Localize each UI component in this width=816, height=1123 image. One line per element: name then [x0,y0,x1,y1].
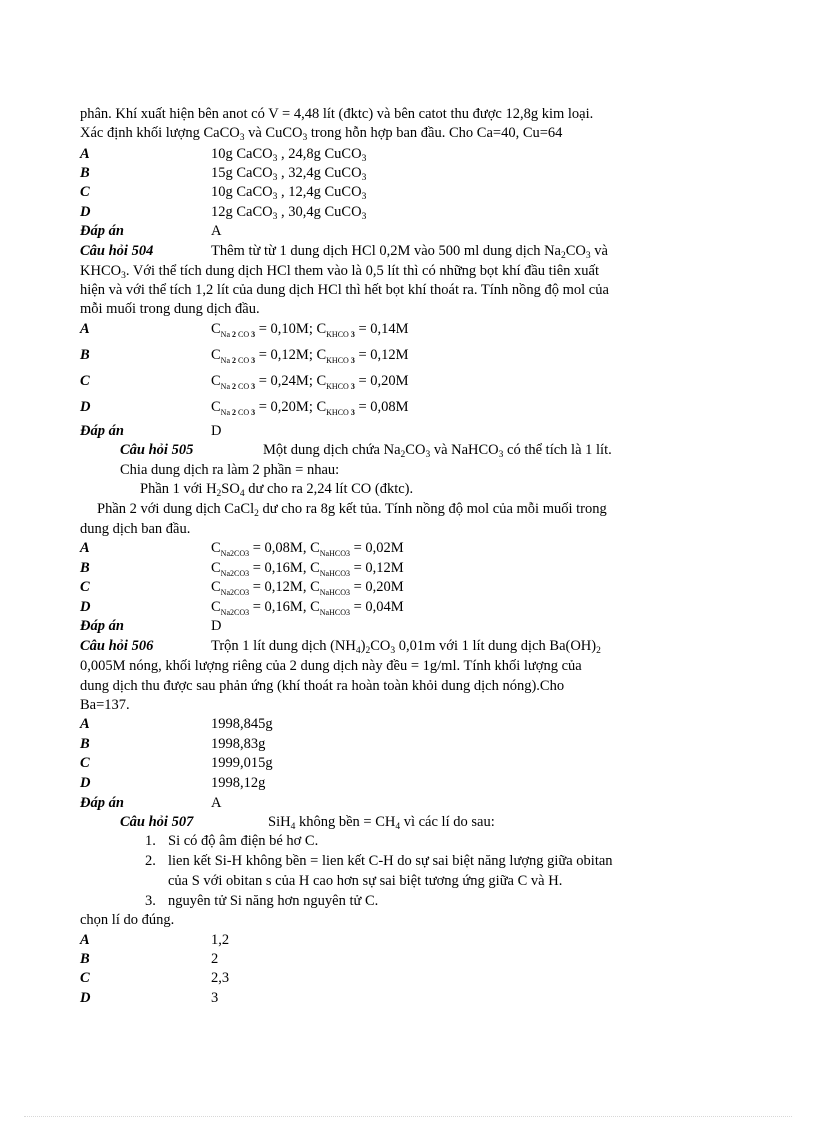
question-text: Phần 1 với $H_2SO_4$ dư cho ra 2,24 lít CO (đktc). [140,481,414,499]
list-item: của S với obitan s của H cao hơn sự sai biệt tương ứng giữa C và H. [168,873,563,889]
list-item: lien kết Si-H không bền = lien kết C-H do sự sai biệt năng lượng giữa obitan [168,853,613,869]
option-a-503: 10g CaCO$_3$ , 24,8g CuCO$_3$ [211,146,367,164]
question-label: Câu hỏi 507 [120,814,194,830]
option-c-504: $C_{Na 2 CO 3} = 0,24M$; $C_{KHCO 3} = 0,20M$ [211,373,409,391]
option-letter-d: D [80,775,91,791]
option-b-507: 2 [211,951,219,967]
option-c-507: 2,3 [211,970,230,986]
answer-label: Đáp án [80,423,124,439]
option-letter-b: B [80,347,90,363]
option-letter-c: C [80,184,90,200]
option-letter-d: D [80,599,91,615]
option-a-506: 1998,845g [211,716,273,732]
question-text: $KHCO_3$. Với thể tích dung dịch HCl them vào là 0,5 lít thì có những bọt khí đầu tiên xuất [80,263,599,281]
option-letter-b: B [80,736,90,752]
option-d-505: $C_{Na2CO3} = 0,16M$, $C_{NaHCO3} = 0,04M$ [211,599,404,617]
option-letter-c: C [80,970,90,986]
answer-value: D [211,618,222,634]
option-b-506: 1998,83g [211,736,266,752]
option-letter-c: C [80,755,90,771]
question-text: Trộn 1 lít dung dịch $(NH_4)_2CO_3$ 0,01m với 1 lít dung dịch $Ba(OH)_2$ [211,638,601,656]
answer-value: D [211,423,222,439]
question-text: Phần 2 với dung dịch CaCl$_2$ dư cho ra 8g kết tủa. Tính nồng độ mol của mỗi muối trong [97,501,607,519]
option-letter-a: A [80,146,90,162]
question-text: 0,005M nóng, khối lượng riêng của 2 dung dịch này đều = 1g/ml. Tính khối lượng của [80,658,582,674]
answer-label: Đáp án [80,795,124,811]
question-label: Câu hỏi 504 [80,243,154,259]
question-text: mỗi muối trong dung dịch đầu. [80,301,260,317]
list-item: nguyên tử Si năng hơn nguyên tử C. [168,893,379,909]
answer-value: A [211,223,222,239]
option-letter-b: B [80,165,90,181]
list-number: 3. [145,893,156,909]
list-number: 1. [145,833,156,849]
option-letter-c: C [80,373,90,389]
option-b-503: 15g CaCO$_3$ , 32,4g CuCO$_3$ [211,165,367,183]
list-number: 2. [145,853,156,869]
intro-line-2: Xác định khối lượng CaCO$_3$ và CuCO$_3$ trong hỗn hợp ban đầu. Cho Ca=40, Cu=64 [80,125,563,143]
option-letter-c: C [80,579,90,595]
question-text: Ba=137. [80,697,130,713]
question-text: Một dung dịch chứa $Na_2CO_3$ và NaHCO$_3$ có thể tích là 1 lít. [263,442,612,460]
option-letter-b: B [80,951,90,967]
option-c-506: 1999,015g [211,755,273,771]
question-text: dung dịch ban đầu. [80,521,191,537]
question-text: Thêm từ từ 1 dung dịch HCl 0,2M vào 500 ml dung dịch $Na_2CO_3$ và [211,243,608,261]
option-b-505: $C_{Na2CO3} = 0,16M$, $C_{NaHCO3} = 0,12M$ [211,560,404,578]
option-a-507: 1,2 [211,932,230,948]
list-item: Si có độ âm điện bé hơ C. [168,833,319,849]
question-text: dung dịch thu được sau phản ứng (khí thoát ra hoàn toàn khỏi dung dịch nóng).Cho [80,678,565,694]
question-label: Câu hỏi 506 [80,638,154,654]
intro-line-1: phân. Khí xuất hiện bên anot có V = 4,48 lít (đktc) và bên catot thu được 12,8g kim loại. [80,106,594,122]
question-text: chọn lí do đúng. [80,912,175,928]
option-d-506: 1998,12g [211,775,266,791]
answer-value: A [211,795,222,811]
option-letter-b: B [80,560,90,576]
option-c-505: $C_{Na2CO3} = 0,12M$, $C_{NaHCO3} = 0,20M$ [211,579,404,597]
option-letter-d: D [80,204,91,220]
option-c-503: 10g CaCO$_3$ , 12,4g CuCO$_3$ [211,184,367,202]
option-letter-a: A [80,932,90,948]
question-text: hiện và với thể tích 1,2 lít của dung dịch HCl thì hết bọt khí thoát ra. Tính nồng độ mol của [80,282,609,298]
option-d-503: 12g CaCO$_3$ , 30,4g CuCO$_3$ [211,204,367,222]
question-label: Câu hỏi 505 [120,442,194,458]
answer-label: Đáp án [80,618,124,634]
option-a-505: $C_{Na2CO3} = 0,08M$, $C_{NaHCO3} = 0,02M$ [211,540,404,558]
page-bottom-divider [24,1116,792,1117]
option-letter-d: D [80,990,91,1006]
option-b-504: $C_{Na 2 CO 3} = 0,12M$; $C_{KHCO 3} = 0,12M$ [211,347,409,365]
option-d-504: $C_{Na 2 CO 3} = 0,20M$; $C_{KHCO 3} = 0,08M$ [211,399,409,417]
option-letter-d: D [80,399,91,415]
option-d-507: 3 [211,990,219,1006]
option-letter-a: A [80,716,90,732]
answer-label: Đáp án [80,223,124,239]
option-letter-a: A [80,540,90,556]
question-text: Chia dung dịch ra làm 2 phần = nhau: [120,462,340,478]
option-a-504: $C_{Na 2 CO 3} = 0,10M$; $C_{KHCO 3} = 0,14M$ [211,321,409,339]
question-text: SiH$_4$ không bền = $CH_4$ vì các lí do sau: [268,814,495,832]
option-letter-a: A [80,321,90,337]
